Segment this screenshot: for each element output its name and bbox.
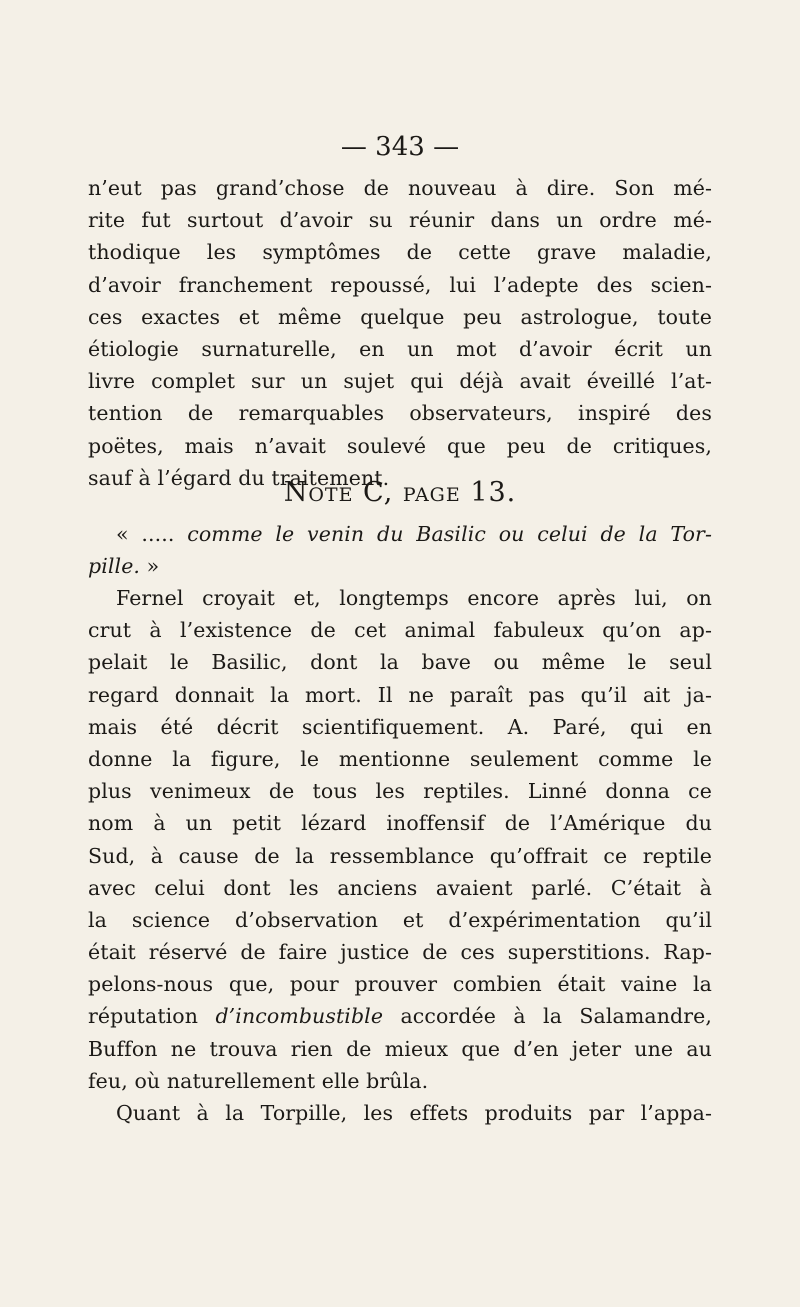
text-line: ces exactes et même quelque peu astrologue, toute: [88, 304, 712, 329]
text-line: plus venimeux de tous les reptiles. Linné donna ce: [88, 779, 712, 804]
quotation: [88, 518, 712, 582]
note-heading: [0, 477, 800, 508]
text-line: avec celui dont les anciens avaient parlé. C’était à: [88, 875, 712, 900]
text-line: d’avoir franchement repoussé, lui l’adepte des scien-: [88, 272, 712, 297]
text-line: Fernel croyait et, longtemps encore après lui, on: [116, 586, 712, 610]
text-line: étiologie surnaturelle, en un mot d’avoir écrit un: [88, 336, 712, 361]
paragraph-1: [88, 172, 712, 494]
text-line: livre complet sur un sujet qui déjà avait éveillé l’at-: [88, 369, 712, 394]
note-heading-text: Note C, page 13.: [283, 477, 517, 508]
text-line: thodique les symptômes de cette grave maladie,: [88, 240, 712, 265]
text-line: tention de remarquables observateurs, inspiré des: [88, 401, 712, 426]
text-line: crut à l’existence de cet animal fabuleux qu’on ap-: [88, 618, 712, 643]
paragraph-2: [88, 582, 712, 1129]
text-line: regard donnait la mort. Il ne paraît pas qu’il ait ja-: [88, 682, 712, 707]
quote-line: [88, 550, 712, 582]
text-line: donne la figure, le mentionne seulement comme le: [88, 746, 712, 771]
text-segment: réputation: [88, 1004, 216, 1029]
page-number: — 343 —: [340, 132, 460, 162]
text-line: la science d’observation et d’expérimentation qu’il: [88, 907, 712, 932]
quote-open: « .....: [116, 522, 188, 546]
text-line: Quant à la Torpille, les effets produits par l’appa-: [116, 1101, 712, 1125]
text-line: feu, où naturellement elle brûla.: [88, 1068, 429, 1093]
text-line: Sud, à cause de la ressemblance qu’offrait ce reptile: [88, 843, 712, 868]
text-line: était réservé de faire justice de ces superstitions. Rap-: [88, 940, 712, 965]
text-line: Buffon ne trouva rien de mieux que d’en jeter une au: [88, 1036, 712, 1061]
text-line: sauf à l’égard du traitement.: [88, 465, 390, 490]
text-line: nom à un petit lézard inoffensif de l’Amérique du: [88, 811, 712, 836]
text-line: [88, 1000, 712, 1032]
text-line: mais été décrit scientifiquement. A. Paré, qui en: [88, 714, 712, 739]
italic-term: d’incombustible: [215, 1004, 384, 1029]
text-line: pelons-nous que, pour prouver combien était vaine la: [88, 972, 712, 997]
quote-italic: pille.: [88, 554, 141, 579]
text-line: poëtes, mais n’avait soulevé que peu de critiques,: [88, 433, 712, 458]
text-line: n’eut pas grand’chose de nouveau à dire. Son mé-: [88, 176, 712, 200]
text-segment: accordée à la Salamandre,: [383, 1004, 712, 1029]
quote-italic: comme le venin du Basilic ou celui de la Tor-: [187, 522, 712, 546]
quote-line: [88, 518, 712, 550]
text-line: rite fut surtout d’avoir su réunir dans un ordre mé-: [88, 208, 712, 233]
quote-close: »: [140, 554, 160, 579]
text-line: pelait le Basilic, dont la bave ou même le seul: [88, 650, 712, 675]
